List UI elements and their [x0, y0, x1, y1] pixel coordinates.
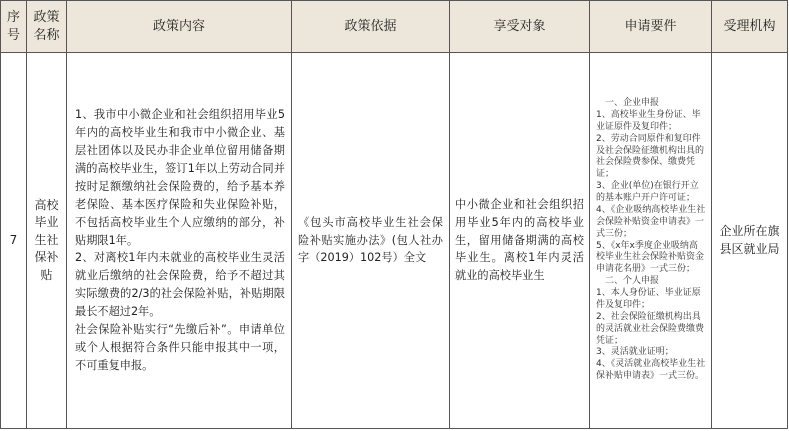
header-agency: 受理机构	[712, 1, 788, 53]
row-policy-content	[67, 53, 292, 429]
row-beneficiaries: 中小微企业和社会组织招用毕业5年内的高校毕业生，留用储备期满的高校毕业生。离校1年内灵活就业的高校毕业生	[450, 53, 590, 429]
row-agency: 企业所在旗县区就业局	[712, 53, 788, 429]
header-row	[1, 1, 788, 53]
content-paragraph: 2、对离校1年内未就业的高校毕业生灵活就业后缴纳的社会保险费，给予不超过其实际缴费的2/3的社会保险补贴，补贴期限最长不超过2年。	[75, 251, 285, 319]
requirement-heading: 二、个人申报	[605, 276, 660, 287]
header-requirements: 申请要件	[590, 1, 712, 53]
header-target: 享受对象	[450, 1, 590, 53]
header-content: 政策内容	[67, 1, 292, 53]
requirement-heading: 一、企业申报	[605, 98, 660, 108]
header-name: 政策名称	[27, 1, 67, 53]
header-seq: 序号	[1, 1, 27, 53]
row-seq: 7	[1, 53, 27, 429]
requirement-item: 5、《x年x季度企业吸纳高校毕业生社会保险补贴资金申请花名册》一式三份；	[596, 240, 705, 275]
content-paragraph: 1、我市中小微企业和社会组织招用毕业5年内的高校毕业生和我市中小微企业、基层社团体以及民办非企业单位留用储备期满的高校毕业生，签订1年以上劳动合同并按时足额缴纳社会保险费的，给予基本养老保险、基本医疗保险和失业保险补贴，不包括高校毕业生个人应缴纳的部分，补贴期限1年。	[75, 108, 285, 247]
row-policy-basis: 《包头市高校毕业生社会保险补贴实施办法》(包人社办字（2019）102号）全文	[292, 53, 450, 429]
content-paragraph: 社会保险补贴实行“先缴后补”。申请单位或个人根据符合条件只能申报其中一项，不可重复申报。	[75, 323, 285, 372]
row-requirements	[590, 53, 712, 429]
table-row	[1, 53, 788, 429]
requirement-item: 1、本人身份证、毕业证原件及复印件；	[596, 288, 701, 310]
requirement-item: 3、企业(单位)在银行开立的基本账户开户许可证；	[596, 181, 699, 203]
requirement-item: 2、社会保险征缴机构出具的灵活就业社会保险费缴费凭证；	[596, 311, 705, 346]
header-basis: 政策依据	[292, 1, 450, 53]
requirement-item: 1、高校毕业生身份证、毕业证原件及复印件；	[596, 109, 701, 132]
requirement-item: 4、《灵活就业高校毕业生社保补贴申请表》一式三份。	[596, 359, 706, 382]
row-policy-name: 高校毕业生社保补贴	[27, 53, 67, 429]
requirement-item: 2、劳动合同原件和复印件及社会保险征缴机构出具的社会保险费参保、缴费凭证；	[596, 133, 705, 180]
requirement-item: 3、灵活就业证明；	[596, 347, 674, 358]
requirement-item: 4、《企业吸纳高校毕业生社会保险补贴资金申请表》一式三份；	[596, 204, 706, 239]
